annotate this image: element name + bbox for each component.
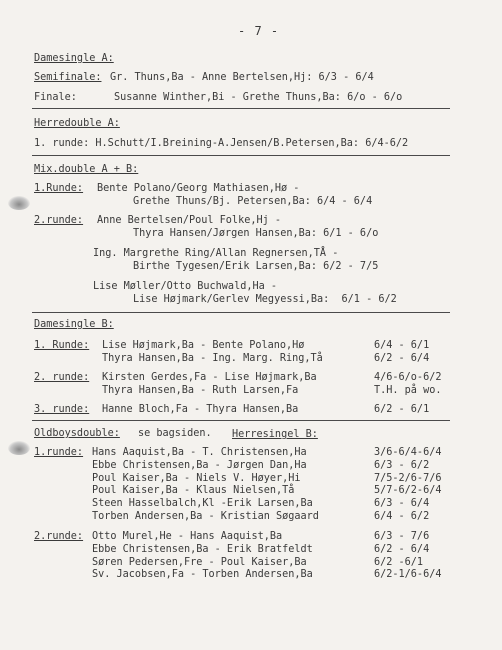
herreb-round1-score: 7/5-2/6-7/6 bbox=[374, 472, 442, 484]
herreb-round1-score: 3/6-6/4-6/4 bbox=[374, 447, 442, 458]
section-divider bbox=[32, 420, 450, 421]
section-divider bbox=[32, 155, 450, 156]
finale-result: Susanne Winther,Bi - Grethe Thuns,Ba: 6/o - 6/o bbox=[114, 92, 403, 103]
dameb-round1-score2: 6/2 - 6/4 bbox=[374, 353, 430, 364]
herreb-round1-match: Poul Kaiser,Ba - Niels V. Høyer,Hi bbox=[92, 472, 301, 484]
section-heading-herresingel-b: Herresingel B: bbox=[232, 429, 318, 440]
dameb-round1-match2: Thyra Hansen,Ba - Ing. Marg. Ring,Tå bbox=[102, 353, 323, 364]
herreb-round2-score: 6/2-1/6-6/4 bbox=[374, 569, 442, 581]
herreb-round2-label: 2.runde: bbox=[34, 531, 84, 542]
herreb-round1-match: Torben Andersen,Ba - Kristian Søgaard bbox=[92, 511, 319, 522]
section-divider bbox=[32, 108, 450, 109]
dameb-round2-match1: Kirsten Gerdes,Fa - Lise Højmark,Ba bbox=[102, 372, 317, 383]
herreb-round1-score: 6/4 - 6/2 bbox=[374, 511, 430, 522]
dameb-round2-score1: 4/6-6/o-6/2 bbox=[374, 372, 442, 383]
dameb-round2-match2: Thyra Hansen,Ba - Ruth Larsen,Fa bbox=[102, 385, 299, 396]
dameb-round3-match1: Hanne Bloch,Fa - Thyra Hansen,Ba bbox=[102, 404, 299, 415]
punch-hole bbox=[8, 441, 30, 455]
herredouble-result: 1. runde: H.Schutt/I.Breining-A.Jensen/B.Petersen,Ba: 6/4-6/2 bbox=[34, 138, 409, 149]
section-heading-damesingle-a: Damesingle A: bbox=[34, 53, 114, 64]
herreb-round1-match: Poul Kaiser,Ba - Klaus Nielsen,Tå bbox=[92, 485, 295, 497]
mix-round2-line1: Anne Bertelsen/Poul Folke,Hj - bbox=[97, 215, 282, 226]
herreb-round2-score: 6/2 -6/1 bbox=[374, 556, 424, 568]
section-divider bbox=[32, 312, 450, 313]
herreb-round2-match: Sv. Jacobsen,Fa - Torben Andersen,Ba bbox=[92, 569, 313, 581]
mix-round2-line2: Thyra Hansen/Jørgen Hansen,Ba: 6/1 - 6/o bbox=[133, 228, 379, 239]
mix-round2-line4: Birthe Tygesen/Erik Larsen,Ba: 6/2 - 7/5 bbox=[133, 261, 379, 272]
page-number: - 7 - bbox=[238, 24, 280, 38]
section-heading-oldboysdouble: Oldboysdouble: bbox=[34, 428, 120, 439]
herreb-round2-score: 6/3 - 7/6 bbox=[374, 531, 430, 542]
dameb-round3-score1: 6/2 - 6/1 bbox=[374, 404, 430, 415]
mix-round2-label: 2.runde: bbox=[34, 215, 84, 226]
mix-round1-line2: Grethe Thuns/Bj. Petersen,Ba: 6/4 - 6/4 bbox=[133, 196, 373, 207]
section-heading-mix-double: Mix.double A + B: bbox=[34, 164, 139, 175]
mix-round2-line5: Lise Møller/Otto Buchwald,Ha - bbox=[93, 281, 278, 292]
finale-label: Finale: bbox=[34, 92, 77, 103]
semifinale-label: Semifinale: bbox=[34, 72, 102, 83]
dameb-round3-label: 3. runde: bbox=[34, 404, 90, 415]
herreb-round2-match: Ebbe Christensen,Ba - Erik Bratfeldt bbox=[92, 543, 313, 555]
herreb-round1-score: 6/3 - 6/2 bbox=[374, 459, 430, 471]
mix-round1-label: 1.Runde: bbox=[34, 183, 84, 194]
mix-round1-line1: Bente Polano/Georg Mathiasen,Hø - bbox=[97, 183, 300, 194]
herreb-round1-match: Steen Hasselbalch,Kl -Erik Larsen,Ba bbox=[92, 498, 313, 510]
semifinale-result: Gr. Thuns,Ba - Anne Bertelsen,Hj: 6/3 - 6/4 bbox=[110, 72, 374, 83]
oldboys-note: se bagsiden. bbox=[138, 428, 212, 439]
dameb-round1-match1: Lise Højmark,Ba - Bente Polano,Hø bbox=[102, 340, 305, 351]
herreb-round1-match: Hans Aaquist,Ba - T. Christensen,Ha bbox=[92, 447, 307, 458]
section-heading-damesingle-b: Damesingle B: bbox=[34, 319, 114, 330]
mix-round2-line6: Lise Højmark/Gerlev Megyessi,Ba: 6/1 - 6/2 bbox=[133, 294, 397, 305]
herreb-round2-match: Otto Murel,He - Hans Aaquist,Ba bbox=[92, 531, 283, 542]
section-heading-herredouble-a: Herredouble A: bbox=[34, 118, 120, 129]
herreb-round2-score: 6/2 - 6/4 bbox=[374, 543, 430, 555]
dameb-round2-score2: T.H. på wo. bbox=[374, 385, 442, 396]
dameb-round2-label: 2. runde: bbox=[34, 372, 90, 383]
dameb-round1-score1: 6/4 - 6/1 bbox=[374, 340, 430, 351]
mix-round2-line3: Ing. Margrethe Ring/Allan Regnersen,TÅ - bbox=[93, 248, 339, 259]
herreb-round1-match: Ebbe Christensen,Ba - Jørgen Dan,Ha bbox=[92, 459, 307, 471]
punch-hole bbox=[8, 196, 30, 210]
herreb-round1-score: 6/3 - 6/4 bbox=[374, 498, 430, 510]
dameb-round1-label: 1. Runde: bbox=[34, 340, 90, 351]
herreb-round1-label: 1.runde: bbox=[34, 447, 84, 458]
herreb-round2-match: Søren Pedersen,Fre - Poul Kaiser,Ba bbox=[92, 556, 307, 568]
herreb-round1-score: 5/7-6/2-6/4 bbox=[374, 485, 442, 497]
